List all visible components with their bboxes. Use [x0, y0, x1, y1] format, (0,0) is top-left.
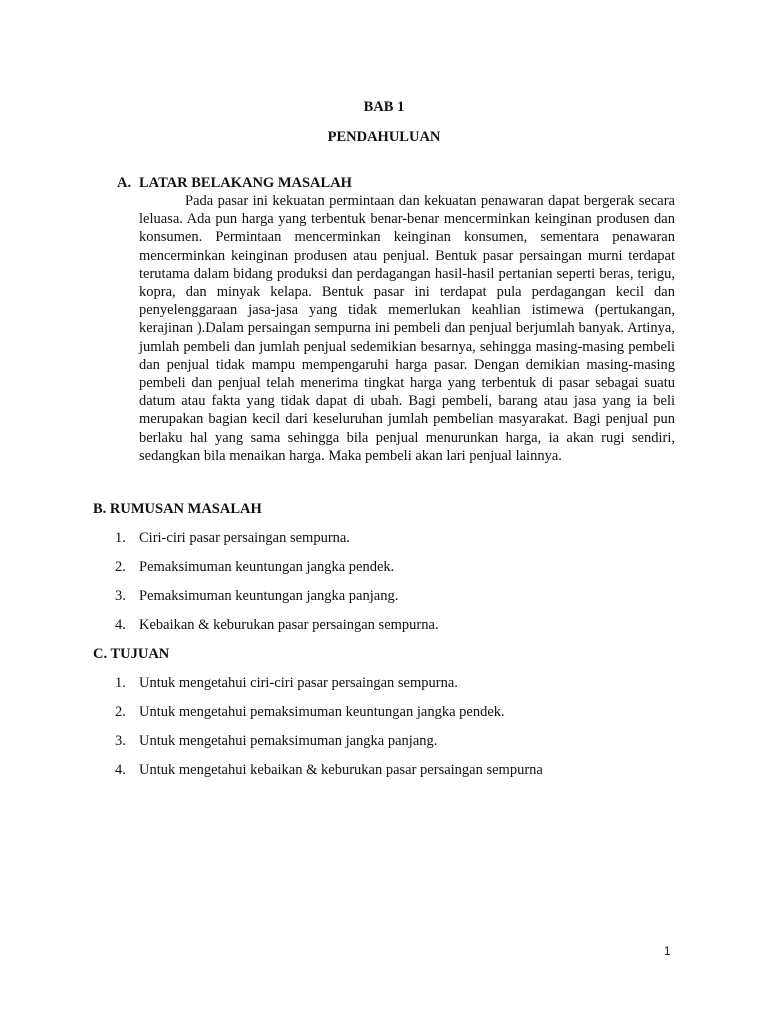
- list-number: 3.: [115, 733, 126, 749]
- section-a-heading: [117, 174, 352, 192]
- objective-list-item: [115, 703, 505, 721]
- list-text: Untuk mengetahui kebaikan & keburukan pasar persaingan sempurna: [139, 762, 543, 778]
- section-a-marker: A.: [117, 175, 132, 191]
- list-number: 3.: [115, 588, 126, 604]
- list-text: Pemaksimuman keuntungan jangka pendek.: [139, 559, 395, 575]
- background-paragraph: Pada pasar ini kekuatan permintaan dan kekuatan penawaran dapat bergerak secara leluasa. Ada pun harga yang terbentuk benar-benar mencerminkan keinginan produsen dan konsumen. Permintaan mencerminkan keinginan konsumen, sementara penawaran mencerminkan keinginan produsen atau penjual. Bentuk pasar persaingan murni terdapat terutama dalam bidang produksi dan perdagangan hasil-hasil pertanian seperti beras, terigu, kopra, dan minyak kelapa. Bentuk pasar ini terdapat pula perdagangan kecil dan penyelenggaraan jasa-jasa yang tidak memerlukan keahlian istimewa (pertukangan, kerajinan ).Dalam persaingan sempurna ini pembeli dan penjual berjumlah banyak. Artinya, jumlah pembeli dan jumlah penjual sedemikian besarnya, sehingga masing-masing pembeli dan penjual tidak mampu mempengaruhi harga pasar. Dengan demikian masing-masing pembeli dan penjual telah menerima tingkat harga yang terbentuk di pasar sebagai suatu datum atau fakta yang tidak dapat di ubah. Bagi pembeli, barang atau jasa yang ia beli merupakan bagian kecil dari keseluruhan jumlah pembelian masyarakat. Bagi penjual pun berlaku hal yang sama sehingga bila penjual menurunkan harga, ia akan rugi sendiri, sedangkan bila menaikan harga. Maka pembeli akan lari penjual lainnya.: [139, 193, 675, 464]
- list-text: Pemaksimuman keuntungan jangka panjang.: [139, 588, 399, 604]
- objective-list-item: [115, 761, 543, 779]
- section-a-title: LATAR BELAKANG MASALAH: [139, 175, 352, 191]
- objective-list-item: [115, 674, 458, 692]
- list-text: Untuk mengetahui ciri-ciri pasar persaingan sempurna.: [139, 675, 458, 691]
- list-number: 1.: [115, 675, 126, 691]
- chapter-title: PENDAHULUAN: [327, 129, 441, 145]
- list-text: Untuk mengetahui pemaksimuman jangka panjang.: [139, 733, 438, 749]
- list-number: 4.: [115, 762, 126, 778]
- list-text: Kebaikan & keburukan pasar persaingan sempurna.: [139, 617, 439, 633]
- problem-list-item: [115, 558, 394, 576]
- problem-list-item: [115, 587, 398, 605]
- list-text: Untuk mengetahui pemaksimuman keuntungan jangka pendek.: [139, 704, 505, 720]
- list-number: 2.: [115, 559, 126, 575]
- section-b-heading: B. RUMUSAN MASALAH: [93, 501, 262, 517]
- problem-list-item: [115, 616, 439, 634]
- list-number: 1.: [115, 530, 126, 546]
- list-number: 4.: [115, 617, 126, 633]
- list-number: 2.: [115, 704, 126, 720]
- chapter-number: BAB 1: [363, 99, 405, 115]
- objective-list-item: [115, 732, 437, 750]
- problem-list-item: [115, 529, 350, 547]
- page-number: 1: [664, 946, 671, 958]
- section-c-heading: C. TUJUAN: [93, 646, 170, 662]
- list-text: Ciri-ciri pasar persaingan sempurna.: [139, 530, 350, 546]
